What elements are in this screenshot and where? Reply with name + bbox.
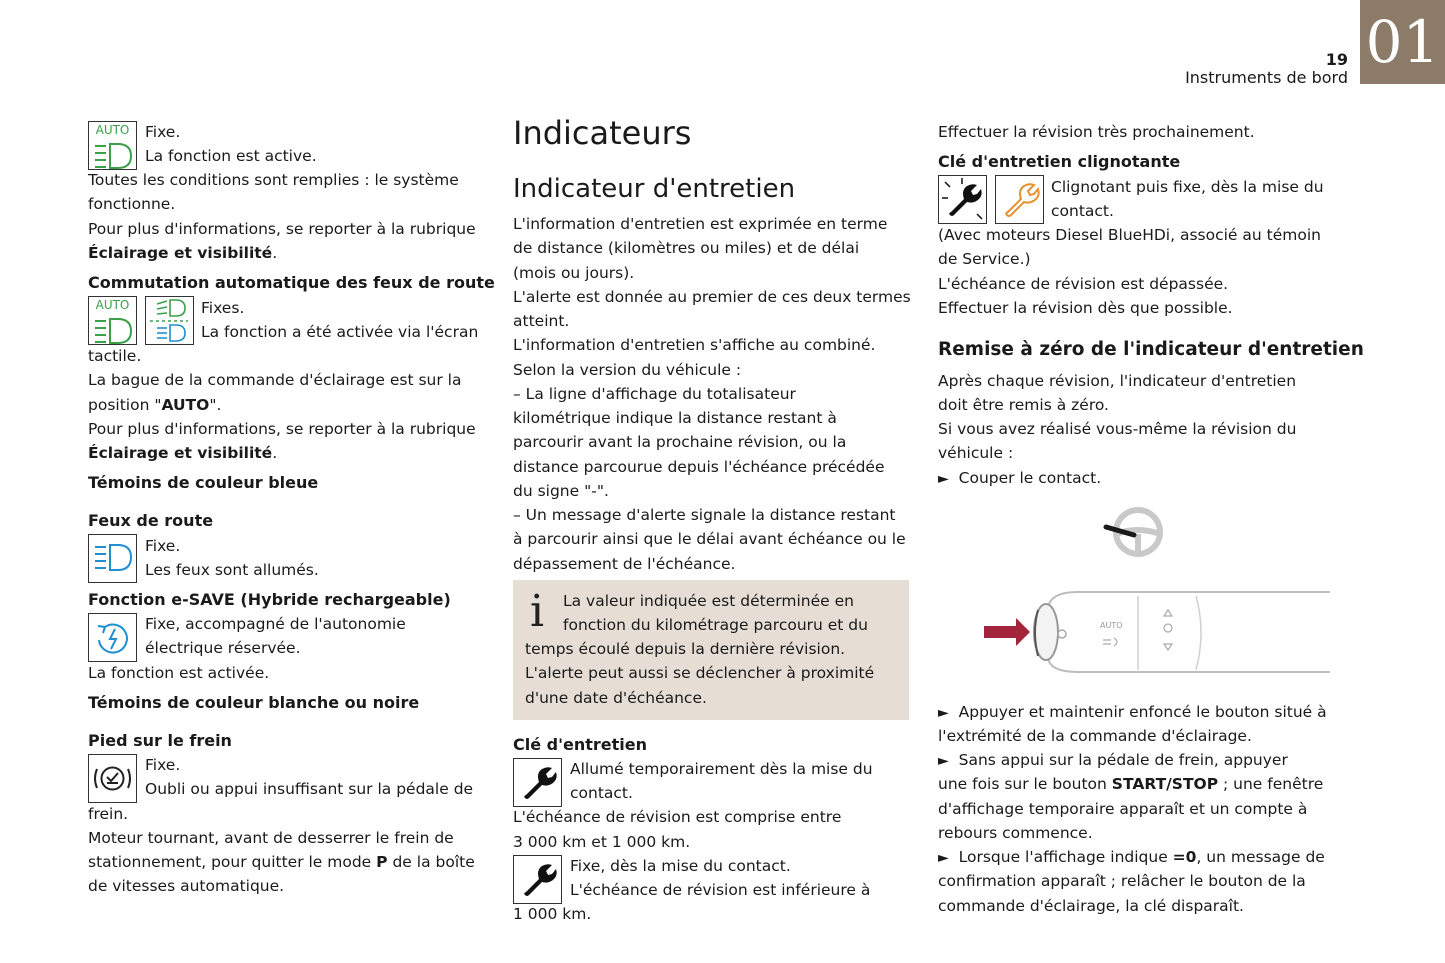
text-ref [88, 241, 277, 265]
body-line: de distance (kilomètres ou miles) et de délai [513, 239, 860, 257]
text-fonction-active: La fonction est active. [145, 147, 317, 165]
text: confirmation apparaît ; relâcher le bouton de la [938, 872, 1306, 890]
text: contact. [1051, 202, 1114, 220]
zero-bold: =0 [1172, 848, 1197, 866]
text-mode-p [88, 850, 475, 874]
step-1 [938, 466, 1101, 491]
text: Effectuer la révision dès que possible. [938, 299, 1233, 317]
text-post: ; une fenêtre [1218, 775, 1324, 793]
text: Si vous avez réalisé vous-même la révision du [938, 420, 1297, 438]
auto-label: AUTO [95, 298, 130, 312]
note-line: fonction du kilométrage parcouru et du [563, 616, 868, 634]
wrench-icon [513, 758, 562, 807]
auto-headlamp-green-icon [88, 121, 137, 170]
page-title: Indicateurs [513, 114, 692, 152]
text-p-bold: P [376, 853, 388, 871]
text-pre: Lorsque l'affichage indique [958, 848, 1173, 866]
text: véhicule : [938, 444, 1014, 462]
body-line: (mois ou jours). [513, 264, 635, 282]
text: Après chaque révision, l'indicateur d'entretien [938, 372, 1297, 390]
body-line: – Un message d'alerte signale la distance restant [513, 506, 896, 524]
wrench-glyph [939, 176, 986, 223]
step-text: Couper le contact. [958, 469, 1102, 487]
text-pre: une fois sur le bouton [938, 775, 1112, 793]
note-line: d'une date d'échéance. [525, 689, 707, 707]
red-arrow-icon [984, 618, 1030, 646]
e-save-icon [88, 613, 137, 662]
note-line: temps écoulé depuis la dernière révision. [525, 640, 846, 658]
wrench-glyph [514, 856, 561, 903]
dot: . [272, 444, 278, 462]
text: La fonction est activée. [88, 664, 270, 682]
text: Oubli ou appui insuffisant sur la pédale de [145, 780, 474, 798]
step-2 [938, 700, 1327, 725]
text: Pour plus d'informations, se reporter à la rubrique [88, 220, 476, 238]
text-pre: stationnement, pour quitter le mode [88, 853, 377, 871]
step-4 [938, 845, 1325, 870]
body-line: kilométrique indique la distance restant à [513, 409, 837, 427]
wrench-glyph [514, 759, 561, 806]
arrow-icon: ► [938, 471, 949, 487]
subtitle: Indicateur d'entretien [513, 174, 796, 204]
heading-esave: Fonction e-SAVE (Hybride rechargeable) [88, 590, 451, 609]
text: Allumé temporairement dès la mise du [570, 760, 873, 778]
heading-pied-frein: Pied sur le frein [88, 731, 232, 750]
text-fixe: Fixe. [145, 756, 181, 774]
start-stop-bold: START/STOP [1111, 775, 1219, 793]
wrench-glyph [996, 176, 1043, 223]
section-title: Instruments de bord [1185, 68, 1348, 87]
lighting-stalk-illustration [938, 500, 1338, 695]
dot: . [272, 244, 278, 262]
text: contact. [570, 784, 633, 802]
beam-glyph [89, 535, 136, 582]
chapter-tab: 01 [1360, 0, 1445, 84]
body-line: – La ligne d'affichage du totalisateur [513, 385, 796, 403]
text: de Service.) [938, 250, 1031, 268]
text: 1 000 km. [513, 905, 592, 923]
text: commande d'éclairage, la clé disparaît. [938, 897, 1244, 915]
page-number: 19 [1325, 50, 1348, 69]
text: L'échéance de révision est comprise entre [513, 808, 842, 826]
body-line: L'information d'entretien est exprimée en terme [513, 215, 888, 233]
text-fixes: Fixes. [201, 299, 245, 317]
body-line: du signe "-". [513, 482, 609, 500]
body-line: Selon la version du véhicule : [513, 361, 742, 379]
ref-eclairage: Éclairage et visibilité [88, 244, 273, 262]
text: Effectuer la révision très prochainement. [938, 123, 1255, 141]
high-low-beam-icon [145, 296, 194, 345]
text-post: , un message de [1196, 848, 1325, 866]
step-text: Sans appui sur la pédale de frein, appuyer [958, 751, 1288, 769]
body-line: à parcourir ainsi que le délai avant échéance ou le [513, 530, 906, 548]
step-text: Appuyer et maintenir enfoncé le bouton situé à [958, 703, 1327, 721]
text: de vitesses automatique. [88, 877, 285, 895]
body-line: dépassement de l'échéance. [513, 555, 736, 573]
wrench-orange-icon [995, 175, 1044, 224]
arrow-icon: ► [938, 705, 949, 721]
wrench-blinking-icon [938, 175, 987, 224]
text: fonctionne. [88, 195, 176, 213]
note-line: La valeur indiquée est déterminée en [563, 592, 854, 610]
text: L'échéance de révision est dépassée. [938, 275, 1229, 293]
body-line: atteint. [513, 312, 570, 330]
body-line: L'information d'entretien s'affiche au combiné. [513, 336, 876, 354]
text: Les feux sont allumés. [145, 561, 319, 579]
text: Moteur tournant, avant de desserrer le frein de [88, 829, 454, 847]
text: Clignotant puis fixe, dès la mise du [1051, 178, 1324, 196]
heading-cle-entretien: Clé d'entretien [513, 735, 648, 754]
text: Pour plus d'informations, se reporter à la rubrique [88, 420, 476, 438]
heading-temoins-bleue: Témoins de couleur bleue [88, 473, 319, 492]
text-position-auto [88, 393, 221, 417]
text-fixe: Fixe. [145, 537, 181, 555]
high-beam-blue-icon [88, 534, 137, 583]
foot-on-brake-icon [88, 754, 137, 803]
heading-commutation: Commutation automatique des feux de route [88, 273, 495, 292]
text: frein. [88, 805, 129, 823]
arrow-icon: ► [938, 850, 949, 866]
note-line: L'alerte peut aussi se déclencher à proximité [525, 664, 875, 682]
text: La bague de la commande d'éclairage est sur la [88, 371, 462, 389]
beam-glyph [146, 297, 193, 344]
wrench-icon [513, 855, 562, 904]
heading-cle-clignotante: Clé d'entretien clignotante [938, 152, 1181, 171]
auto-label: AUTO [95, 123, 130, 137]
text: d'affichage temporaire apparaît et un compte à [938, 800, 1308, 818]
brake-glyph [89, 755, 136, 802]
text: 3 000 km et 1 000 km. [513, 833, 691, 851]
text: l'extrémité de la commande d'éclairage. [938, 727, 1252, 745]
text-fixe-1: Fixe. [145, 123, 181, 141]
text: Toutes les conditions sont remplies : le système [88, 171, 459, 189]
text-ref [88, 441, 277, 465]
headlamp-glyph [89, 316, 136, 344]
stalk-auto-label: AUTO [1100, 621, 1123, 630]
info-icon: i [530, 586, 545, 637]
text-post: ". [209, 396, 222, 414]
text-start-stop [938, 772, 1323, 796]
text: électrique réservée. [145, 639, 301, 657]
body-line: L'alerte est donnée au premier de ces deux termes [513, 288, 911, 306]
heading-feux-de-route: Feux de route [88, 511, 214, 530]
text: La fonction a été activée via l'écran [201, 323, 479, 341]
text: doit être remis à zéro. [938, 396, 1109, 414]
text: tactile. [88, 347, 142, 365]
heading-temoins-blanche: Témoins de couleur blanche ou noire [88, 693, 420, 712]
stalk-body [1034, 592, 1330, 672]
headlamp-glyph [89, 141, 136, 169]
esave-glyph [89, 614, 136, 661]
auto-headlamp-green-icon [88, 296, 137, 345]
heading-remise-zero: Remise à zéro de l'indicateur d'entretien [938, 339, 1364, 360]
text: Fixe, dès la mise du contact. [570, 857, 791, 875]
text-pre: position " [88, 396, 162, 414]
body-line: parcourir avant la prochaine révision, ou la [513, 433, 847, 451]
text-auto-bold: AUTO [161, 396, 210, 414]
arrow-icon: ► [938, 753, 949, 769]
text: L'échéance de révision est inférieure à [570, 881, 871, 899]
ref-eclairage: Éclairage et visibilité [88, 444, 273, 462]
body-line: distance parcourue depuis l'échéance précédée [513, 458, 885, 476]
steering-wheel-icon [1106, 510, 1160, 554]
text: rebours commence. [938, 824, 1093, 842]
text-post: de la boîte [387, 853, 475, 871]
step-3 [938, 748, 1288, 773]
text: (Avec moteurs Diesel BlueHDi, associé au témoin [938, 226, 1321, 244]
text: Fixe, accompagné de l'autonomie [145, 615, 406, 633]
